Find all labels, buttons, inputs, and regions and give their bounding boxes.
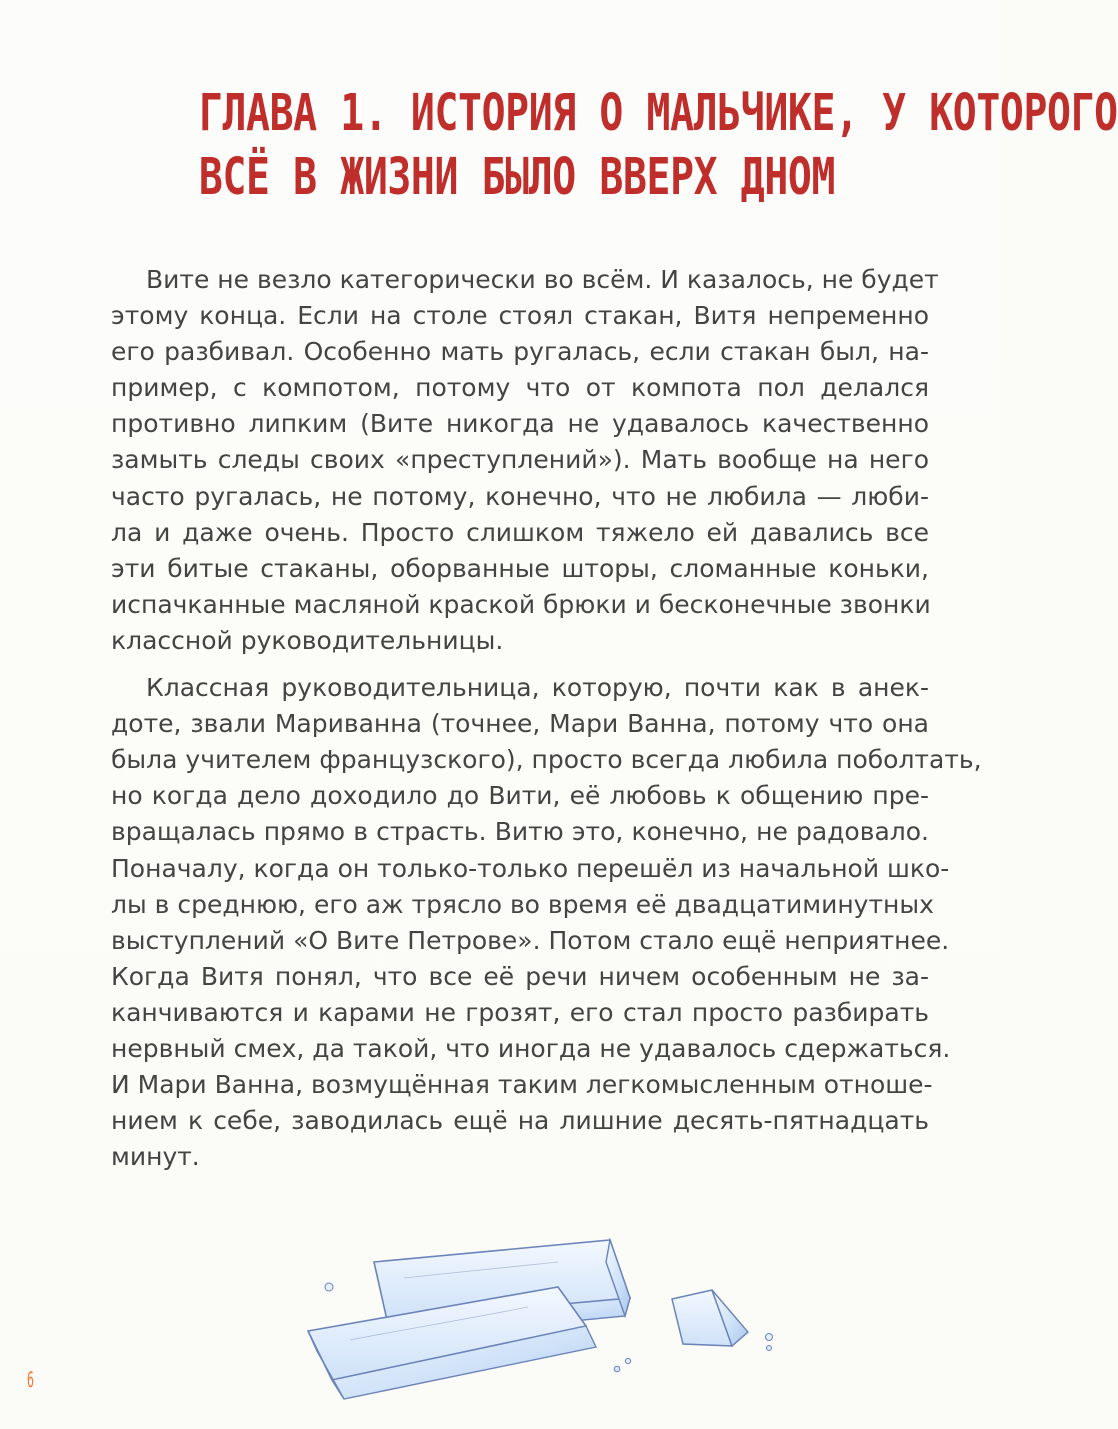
paragraph-1-line-3: его разбивал. Особенно мать ругалась, если стакан был, на- (111, 337, 929, 367)
paragraph-1-line-7: часто ругалась, не потому, конечно, что не любила — люби- (111, 481, 929, 511)
paragraph-2-line-7: лы в среднюю, его аж трясло во время её двадцатиминутных (111, 889, 934, 919)
paragraph-1-line-5: противно липким (Вите никогда не удавалось качественно (111, 409, 929, 439)
paragraph-2-line-13: нием к себе, заводилась ещё на лишние десять-пятнадцать (111, 1106, 929, 1136)
paragraph-1-line-11: классной руководительницы. (111, 625, 504, 655)
paragraph-2-line-2: доте, звали Мариванна (точнее, Мари Ванна, потому что она (111, 709, 929, 739)
small-chalk-piece (672, 1290, 748, 1346)
paragraph-2-line-14: минут. (111, 1142, 200, 1172)
paragraph-gap (111, 659, 929, 670)
paragraph-2-line-1: Классная руководительница, которую, почти как в анек- (146, 673, 929, 703)
chapter-title (198, 82, 1118, 210)
chalk-pieces-illustration (292, 1220, 792, 1410)
chapter-text (111, 262, 982, 1175)
paragraph-2-line-6: Поначалу, когда он только-только перешёл из начальной шко- (111, 853, 950, 883)
paragraph-2-line-5: вращалась прямо в страсть. Витю это, конечно, не радовало. (111, 817, 929, 847)
paragraph-2-line-12: И Мари Ванна, возмущённая таким легкомысленным отноше- (111, 1070, 933, 1100)
paragraph-2-line-10: канчиваются и карами не грозят, его стал просто разбирать (111, 997, 929, 1027)
chapter-title-line-2: ВСЁ В ЖИЗНИ БЫЛО ВВЕРХ ДНОМ (198, 148, 836, 207)
paragraph-1-line-8: ла и даже очень. Просто слишком тяжело ей давались все (111, 517, 929, 547)
paragraph-2-line-11: нервный смех, да такой, что иногда не удавалось сдержаться. (111, 1033, 951, 1063)
chalk-crumb (625, 1358, 630, 1363)
chalk-crumb (614, 1366, 620, 1372)
chalk-crumb (766, 1334, 773, 1341)
paragraph-2-line-3: была учителем французского), просто всегда любила поболтать, (111, 745, 982, 775)
paragraph-1-line-1: Вите не везло категорически во всём. И казалось, не будет (146, 265, 939, 294)
paragraph-1-line-10: испачканные масляной краской брюки и бесконечные звонки (111, 589, 931, 619)
page-number: 6 (27, 1368, 34, 1392)
paragraph-1-line-4: пример, с компотом, потому что от компота пол делался (111, 373, 929, 403)
paragraph-2-line-9: Когда Витя понял, что все её речи ничем особенным не за- (111, 961, 929, 991)
chalk-crumb (325, 1283, 333, 1291)
chalk-crumb (767, 1346, 772, 1351)
chapter-title-line-1: ГЛАВА 1. ИСТОРИЯ О МАЛЬЧИКЕ, У КОТОРОГО (198, 84, 1118, 143)
paragraph-2-line-8: выступлений «О Вите Петрове». Потом стало ещё неприятнее. (111, 925, 950, 955)
paragraph-1-line-2: этому конца. Если на столе стоял стакан, Витя непременно (111, 301, 929, 331)
paragraph-2-line-4: но когда дело доходило до Вити, её любовь к общению пре- (111, 781, 929, 811)
paragraph-1-line-6: замыть следы своих «преступлений»). Мать вообще на него (111, 445, 929, 475)
paragraph-1-line-9: эти битые стаканы, оборванные шторы, сломанные коньки, (111, 553, 929, 583)
